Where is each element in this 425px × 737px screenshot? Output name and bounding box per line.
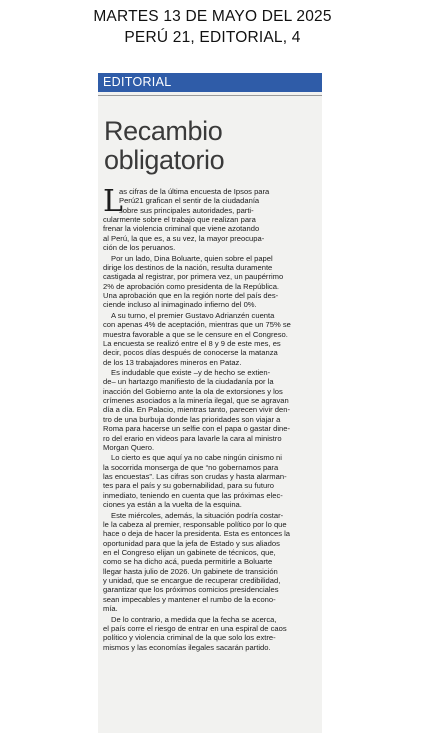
article-line: con apenas 4% de aceptación, mientras que un 75% se <box>103 320 291 330</box>
article-line: Es indudable que existe –y de hecho se extien- <box>111 368 271 378</box>
article-line: A su turno, el premier Gustavo Adrianzén cuenta <box>111 310 275 320</box>
article-line: tes para el país y su gobernabilidad, para su futuro <box>103 481 274 491</box>
article-line: oportunidad para que la jefa de Estado y sus aliados <box>103 538 280 548</box>
headline-line-2: obligatorio <box>104 145 225 175</box>
article-line: ción de los peruanos. <box>103 243 176 253</box>
page-caption <box>0 6 425 48</box>
article-line: Por un lado, Dina Boluarte, quien sobre el papel <box>111 253 273 263</box>
section-label: EDITORIAL <box>98 73 322 92</box>
article-line: cularmente sobre el trabajo que realizan para <box>103 215 256 225</box>
article-line: de los 13 trabajadores mineros en Pataz. <box>103 357 242 367</box>
article-line: Perú21 grafican el sentir de la ciudadanía <box>119 196 260 206</box>
article-line: as cifras de la última encuesta de Ipsos para <box>119 187 270 196</box>
article-line: de– un hartazgo manifiesto de la ciudadanía por la <box>103 377 274 387</box>
article-line: ciende incluso al inimaginado infierno del 0%. <box>103 300 257 310</box>
article-line: sobre sus principales autoridades, parti- <box>119 205 254 215</box>
headline <box>104 117 318 175</box>
article-line: al Perú, la que es, a su vez, la mayor preocupa- <box>103 233 265 243</box>
article-line: frenar la violencia criminal que viene azotando <box>103 224 260 234</box>
article-line: De lo contrario, a medida que la fecha se acerca, <box>111 614 277 624</box>
article-line: 2% de aprobación como presidenta de la República. <box>103 281 280 291</box>
article-line: Una aprobación que en la región norte del país des- <box>103 290 279 300</box>
article-line: La encuesta se realizó entre el 8 y 9 de este mes, es <box>103 338 281 348</box>
article-line: dirige los destinos de la nación, resulta duramente <box>103 262 273 272</box>
headline-line-1: Recambio <box>104 116 223 146</box>
article-line: como se ha dicho acá, pueda permitirle a Boluarte <box>103 557 273 567</box>
article-line: ciones ya están a la vuelta de la esquina. <box>103 500 242 510</box>
article-line: Lo cierto es que aquí ya no cabe ningún cinismo ni <box>111 453 282 463</box>
article-line: muestra favorable a que se le censure en el Congreso. <box>103 329 288 339</box>
dropcap: L <box>103 184 123 219</box>
article-line: en el Congreso elijan un gabinete de técnicos, que, <box>103 548 276 557</box>
article-line: las encuestas”. Las cifras son crudas y hasta alarman- <box>103 472 287 482</box>
article-line: el país corre el riesgo de entrar en una espiral de caos <box>103 623 287 633</box>
article-line: Este miércoles, además, la situación podría costar- <box>111 510 284 520</box>
article-line: garantizar que los próximos comicios presidenciales <box>103 585 279 595</box>
article-line: le la cabeza al premier, responsable político por lo que <box>103 519 287 529</box>
article-line: castigada al registrar, por primera vez, un paupérrimo <box>103 272 284 282</box>
article-line: hace o deja de hacer la presidenta. Esta es entonces la <box>103 529 291 539</box>
article-line: y unidad, que se encargue de recuperar credibilidad, <box>103 576 281 586</box>
article-line: día a día. En Palacio, mientras tanto, parecen vivir den- <box>103 405 290 415</box>
article-line: tro de una burbuja donde las prioridades son viajar a <box>103 414 281 424</box>
article-line: inacción del Gobierno ante la ola de extorsiones y los <box>103 386 283 396</box>
editorial-clipping <box>98 73 322 733</box>
caption-source: PERÚ 21, EDITORIAL, 4 <box>124 29 301 46</box>
caption-date: MARTES 13 DE MAYO DEL 2025 <box>93 8 332 25</box>
article-line: crímenes asociados a la minería ilegal, que se agravan <box>103 396 289 406</box>
article-line: mía. <box>103 604 118 614</box>
article-line: sean impecables y mantener el rumbo de la econo- <box>103 594 276 604</box>
article-line: político y violencia criminal de la que solo los extre- <box>103 633 276 643</box>
article-line: Morgan Quero. <box>103 442 155 452</box>
article-body <box>103 184 320 652</box>
section-divider <box>98 95 322 96</box>
article-line: llegar hasta julio de 2026. Un gabinete de transición <box>103 566 278 576</box>
article-line: inmediato, teniendo en cuenta que las próximas elec- <box>103 490 283 500</box>
article-line: mismos y las economías ilegales sacarán partido. <box>103 642 271 652</box>
article-line: Roma para hacerse un selfie con el papa o gastar dine- <box>103 424 291 434</box>
article-line: decir, pocos días después de conocerse la matanza <box>103 348 278 358</box>
article-line: la socorrida monserga de que “no gobernamos para <box>103 462 279 472</box>
article-line: ro del erario en videos para lavarle la cara al ministro <box>103 433 282 443</box>
